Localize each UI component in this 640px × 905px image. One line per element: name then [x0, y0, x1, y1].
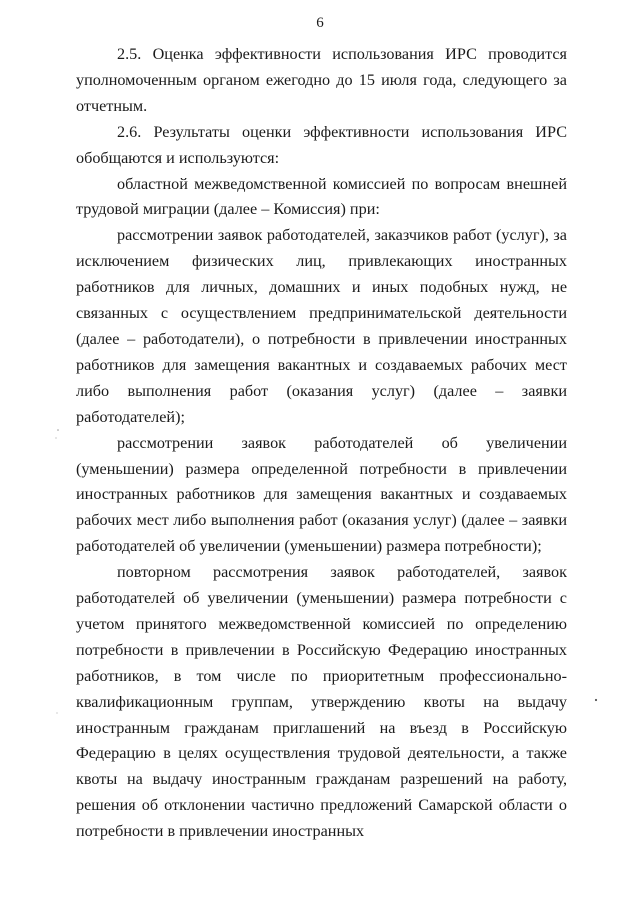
page-number: 6 [316, 15, 324, 31]
scan-speck [55, 437, 56, 438]
paragraph-size-change-applications: рассмотрении заявок работодателей об увеличении (уменьшении) размера определенной потребности в привлечении иностранных работников для замещения вакантных и создаваемых рабочих мест либо выполнения работ (оказания услуг) (далее – заявки работодателей об увеличении (уменьшении) размера потребности); [76, 433, 567, 556]
document-body [76, 42, 567, 845]
paragraph-commission: областной межведомственной комиссией по вопросам внешней трудовой миграции (далее – Комиссия) при: [76, 174, 567, 219]
scan-speck [56, 712, 57, 713]
scan-speck [595, 699, 597, 701]
paragraph-2-5: 2.5. Оценка эффективности использования ИРС проводится уполномоченным органом ежегодно до 15 июля года, следующего за отчетным. [76, 45, 567, 115]
paragraph-2-6: 2.6. Результаты оценки эффективности использования ИРС обобщаются и используются: [76, 122, 567, 167]
paragraph-employer-applications: рассмотрении заявок работодателей, заказчиков работ (услуг), за исключением физических лиц, привлекающих иностранных работников для личных, домашних и иных подобных нужд, не связанных с осуществлением предпринимательской деятельности (далее – работодатели), о потребности в привлечении иностранных работников для замещения вакантных и создаваемых рабочих мест либо выполнения работ (оказания услуг) (далее – заявки работодателей); [76, 226, 567, 426]
scan-speck [57, 429, 59, 431]
paragraph-repeat-review: повторном рассмотрения заявок работодателей, заявок работодателей об увеличении (уменьшении) размера потребности с учетом принятого межведомственной комиссией по определению потребности в привлечении в Российскую Федерацию иностранных работников, в том числе по приоритетным профессионально-квалификационным группам, утверждению квоты на выдачу иностранным гражданам приглашений на въезд в Российскую Федерацию в целях осуществления трудовой деятельности, а также квоты на выдачу иностранным гражданам разрешений на работу, решения об отклонении частично предложений Самарской области о потребности в привлечении иностранных [76, 563, 567, 841]
